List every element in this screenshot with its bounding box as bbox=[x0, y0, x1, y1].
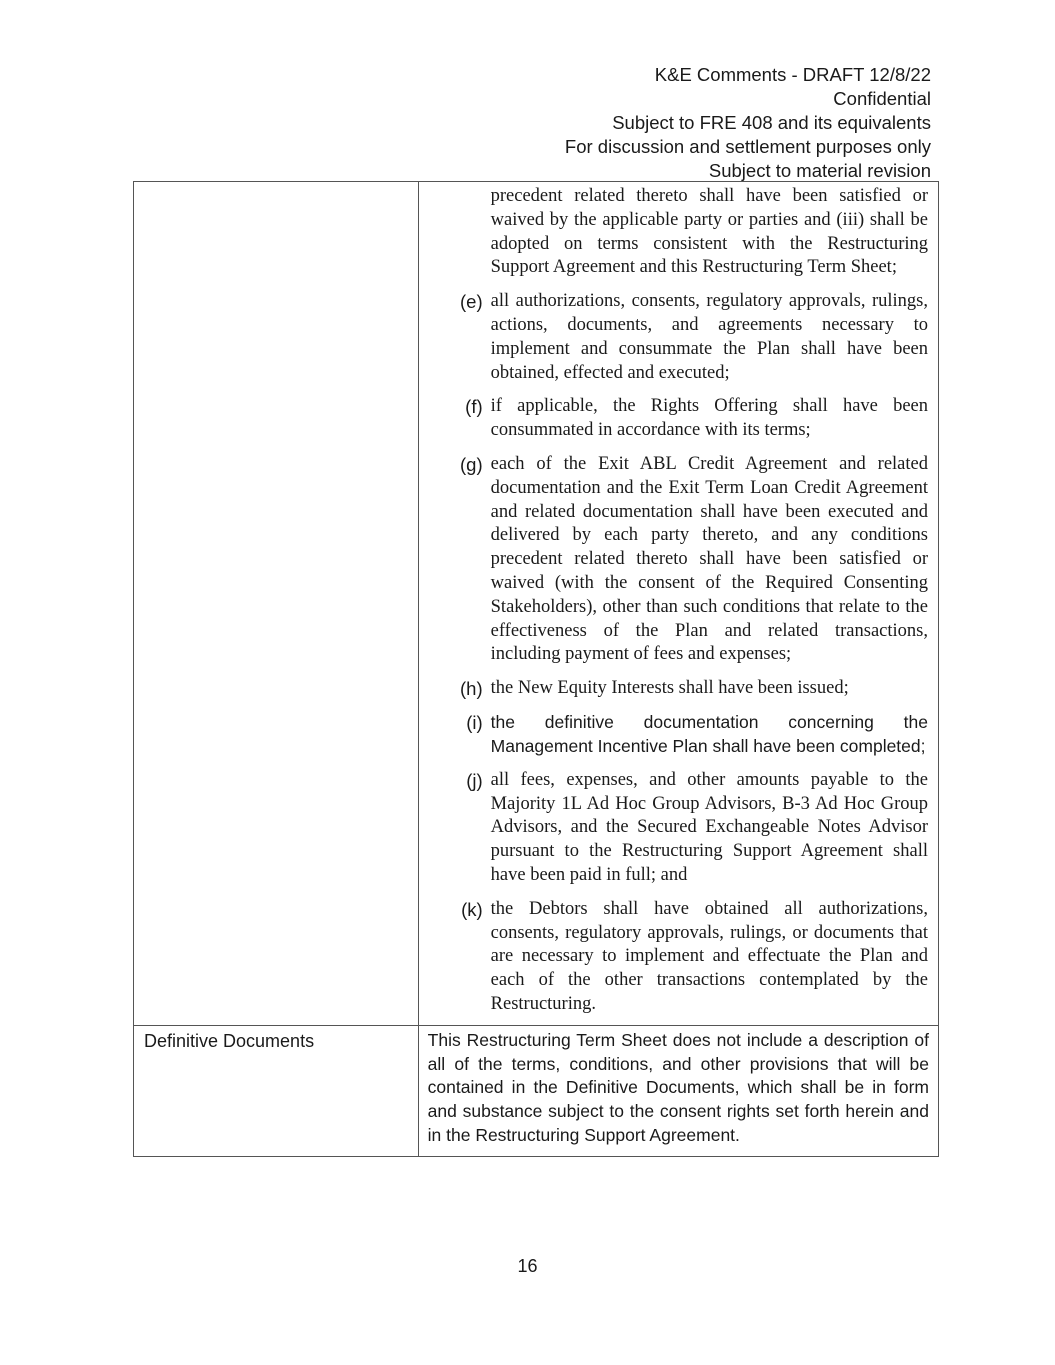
item-text: all authorizations, consents, regulatory approvals, rulings, actions, documents, and agreements necessary to implement and consummate the Plan shall have been obtained, effected and executed; bbox=[490, 291, 928, 383]
item-marker: (k) bbox=[461, 898, 483, 920]
item-text: each of the Exit ABL Credit Agreement and related documentation and the Exit Term Loan Credit Agreement and related documentation shall have been executed and delivered by each party thereto, and any conditions precedent related thereto shall have been satisfied or waived (with the consent of the Required Consenting Stakeholders), other than such conditions that relate to the effectiveness of the Plan and related transactions, including payment of fees and expenses; bbox=[490, 453, 928, 665]
confidentiality-header bbox=[565, 63, 931, 183]
continuation-paragraph bbox=[419, 185, 928, 280]
definitive-documents-label: Definitive Documents bbox=[144, 1030, 315, 1051]
header-line: Subject to FRE 408 and its equivalents bbox=[612, 112, 931, 133]
condition-item-e bbox=[419, 290, 928, 385]
definitive-documents-row bbox=[134, 1025, 939, 1156]
item-marker: (h) bbox=[460, 678, 483, 700]
condition-item-f bbox=[419, 395, 928, 443]
header-line: Confidential bbox=[833, 88, 931, 109]
condition-item-h bbox=[419, 677, 928, 701]
header-line: For discussion and settlement purposes only bbox=[564, 136, 931, 157]
header-line: K&E Comments - DRAFT 12/8/22 bbox=[654, 64, 931, 85]
item-text: the New Equity Interests shall have been issued; bbox=[490, 678, 849, 699]
conditions-content-cell bbox=[418, 182, 938, 1026]
item-text: if applicable, the Rights Offering shall have been consummated in accordance with its terms; bbox=[490, 396, 928, 441]
item-text: the definitive documentation concerning the Management Incentive Plan shall have been completed; bbox=[490, 712, 928, 756]
header-line: Subject to material revision bbox=[708, 160, 931, 181]
item-marker: (f) bbox=[465, 396, 483, 418]
item-marker: (i) bbox=[466, 712, 483, 734]
condition-item-k bbox=[419, 898, 928, 1017]
item-text: all fees, expenses, and other amounts payable to the Majority 1L Ad Hoc Group Advisors, B-3 Ad Hoc Group Advisors, and the Secured Exchangeable Notes Advisor pursuant to the Restructuring Support Agreement shall have been paid in full; and bbox=[490, 769, 928, 885]
definitive-documents-text: This Restructuring Term Sheet does not include a description of all of the terms, conditions, and other provisions that will be contained in the Definitive Documents, which shall be in form and substance subject to the consent rights set forth herein and in the Restructuring Support Agreement. bbox=[427, 1029, 929, 1145]
item-marker: (g) bbox=[460, 453, 483, 475]
definitive-documents-label-cell bbox=[134, 1025, 419, 1156]
page-number: 16 bbox=[517, 1256, 538, 1276]
condition-item-g bbox=[419, 453, 928, 667]
term-sheet-table bbox=[133, 181, 939, 1157]
item-marker: (j) bbox=[466, 769, 483, 791]
conditions-label-cell bbox=[134, 182, 419, 1026]
item-text: the Debtors shall have obtained all authorizations, consents, regulatory approvals, rulings, or documents that are necessary to implement and effectuate the Plan and each of the other transactions contemplated by the Restructuring. bbox=[490, 898, 928, 1014]
condition-item-i bbox=[419, 711, 928, 759]
condition-item-j bbox=[419, 769, 928, 888]
item-marker: (e) bbox=[460, 291, 483, 313]
definitive-documents-content-cell bbox=[418, 1025, 938, 1156]
conditions-row bbox=[134, 182, 939, 1026]
continuation-text: precedent related thereto shall have been satisfied or waived by the applicable party or parties and (iii) shall be adopted on terms consistent with the Restructuring Support Agreement and this Restructuring Term Sheet; bbox=[490, 186, 928, 278]
